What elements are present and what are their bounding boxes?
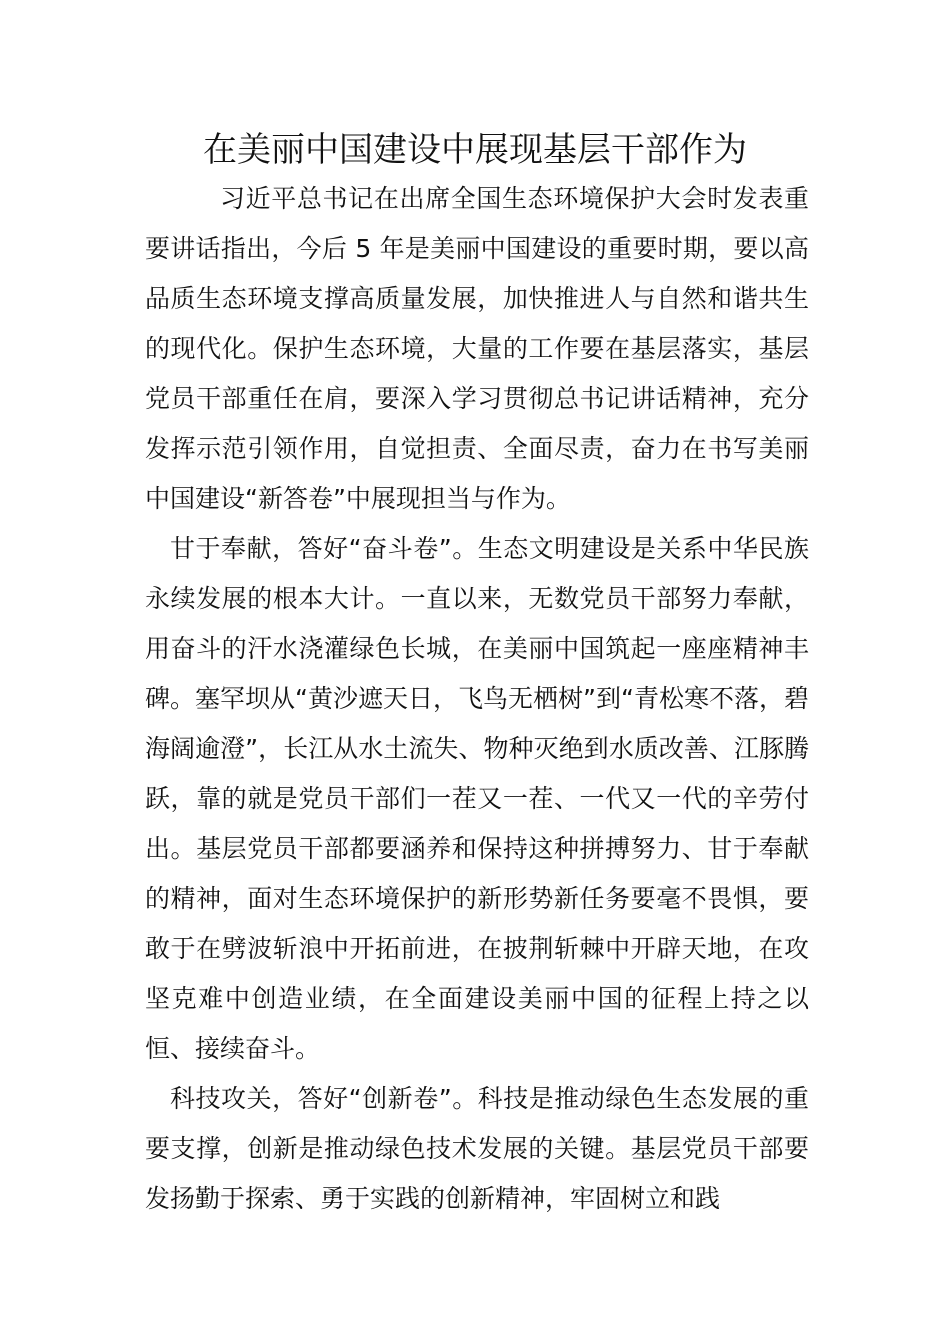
paragraph-innovation: 科技攻关，答好“创新卷”。科技是推动绿色生态发展的重要支撑，创新是推动绿色技术发展的关键。基层党员干部要发扬勤于探索、勇于实践的创新精神，牢固树立和践 (145, 1084, 809, 1213)
paragraph-intro: 习近平总书记在出席全国生态环境保护大会时发表重要讲话指出，今后 5 年是美丽中国建设的重要时期，要以高品质生态环境支撑高质量发展，加快推进人与自然和谐共生的现代化。保护生态环境，大量的工作要在基层落实，基层党员干部重任在肩，要深入学习贯彻总书记讲话精神，充分发挥示范引领作用，自觉担责、全面尽责，奋力在书写美丽中国建设“新答卷”中展现担当与作为。 (145, 184, 809, 513)
document-title: 在美丽中国建设中展现基层干部作为 (203, 130, 747, 170)
document-body (145, 174, 809, 1224)
paragraph-struggle: 甘于奉献，答好“奋斗卷”。生态文明建设是关系中华民族永续发展的根本大计。一直以来，无数党员干部努力奉献，用奋斗的汗水浇灌绿色长城，在美丽中国筑起一座座精神丰碑。塞罕坝从“黄沙遮天日，飞鸟无栖树”到“青松寒不落，碧海阔逾澄”，长江从水土流失、物种灭绝到水质改善、江豚腾跃，靠的就是党员干部们一茬又一茬、一代又一代的辛劳付出。基层党员干部都要涵养和保持这种拼搏努力、甘于奉献的精神，面对生态环境保护的新形势新任务要毫不畏惧，要敢于在劈波斩浪中开拓前进，在披荆斩棘中开辟天地，在攻坚克难中创造业绩，在全面建设美丽中国的征程上持之以恒、接续奋斗。 (145, 534, 809, 1063)
